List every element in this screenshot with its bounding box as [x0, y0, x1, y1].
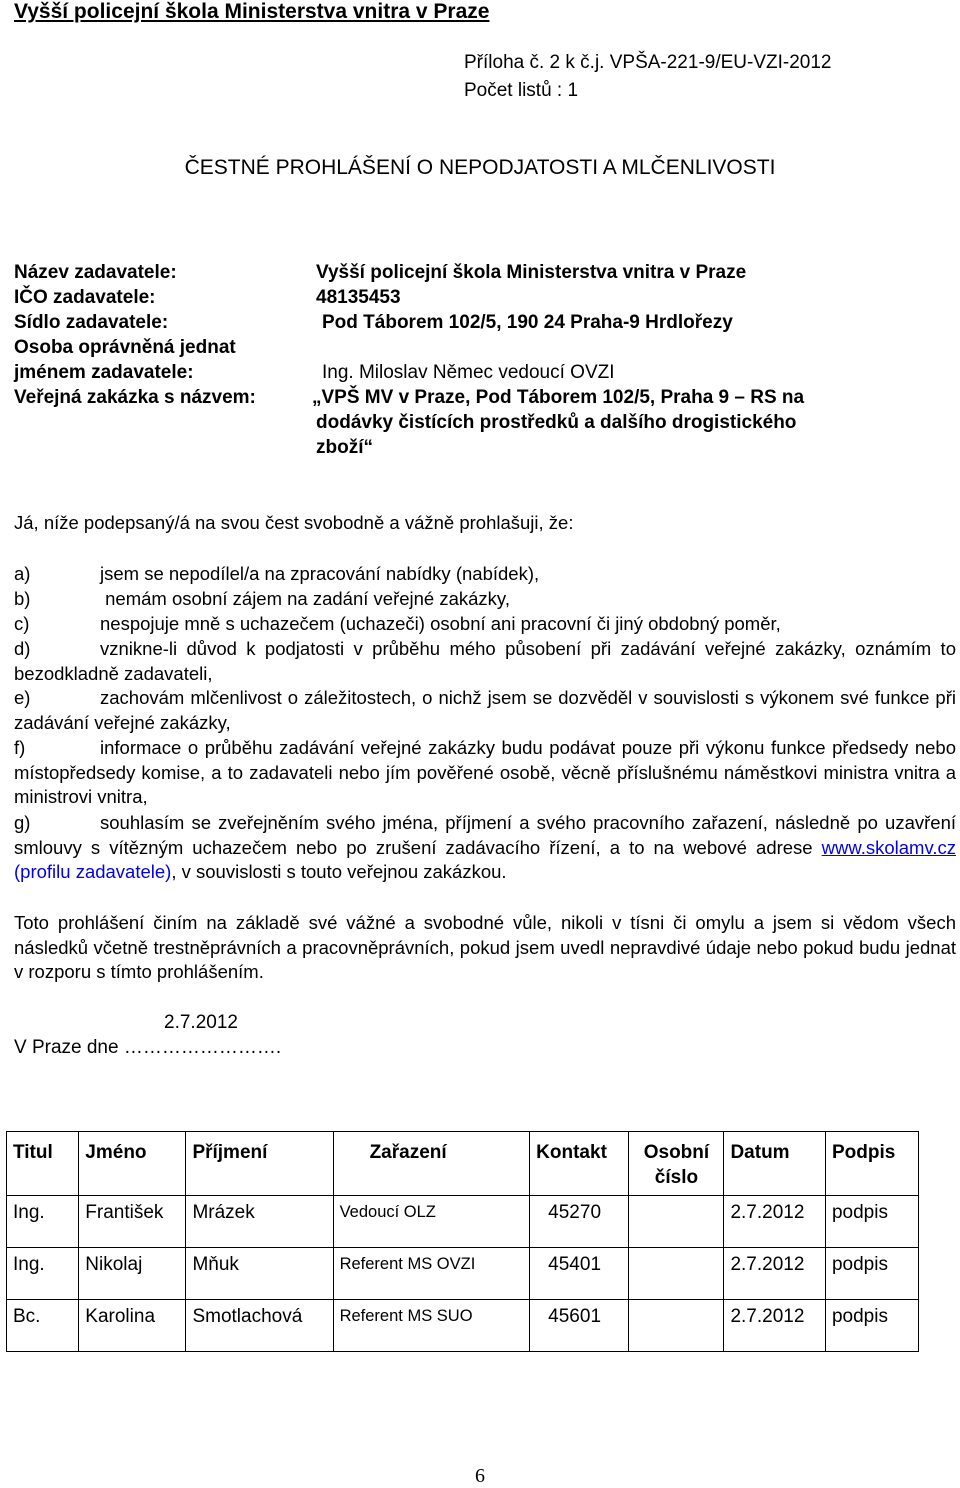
cell-date: 2.7.2012 — [724, 1300, 826, 1352]
cell-personal-number — [629, 1300, 724, 1352]
seat-value: Pod Táborem 102/5, 190 24 Praha-9 Hrdlořezy — [322, 312, 733, 333]
cell-surname: Mňuk — [186, 1248, 333, 1300]
column-header: Datum — [724, 1132, 826, 1196]
item-text: souhlasím se zveřejněním svého jména, příjmení a svého pracovního zařazení, následně po uzavření smlouvy s vítězným uchazečem nebo po zrušení zadávacího řízení, a to na webové adrese — [14, 812, 956, 858]
cell-surname: Mrázek — [186, 1196, 333, 1248]
cell-personal-number — [629, 1248, 724, 1300]
document-title: ČESTNÉ PROHLÁŠENÍ O NEPODJATOSTI A MLČENLIVOSTI — [184, 156, 776, 179]
declaration-item — [14, 637, 956, 686]
item-key: a) — [14, 563, 31, 584]
declaration-item — [14, 587, 956, 612]
declaration-intro: Já, níže podepsaný/á na svou čest svobodně a vážně prohlašuji, že: — [14, 512, 574, 533]
website-link-note: (profilu zadavatele) — [14, 861, 172, 883]
column-header: Příjmení — [186, 1132, 333, 1196]
column-header: Kontakt — [530, 1132, 629, 1196]
cell-signature: podpis — [825, 1248, 918, 1300]
column-header: Titul — [7, 1132, 79, 1196]
cell-position: Referent MS OVZI — [333, 1248, 530, 1300]
column-header: Zařazení — [333, 1132, 530, 1196]
cell-signature: podpis — [825, 1196, 918, 1248]
cell-surname: Smotlachová — [186, 1300, 333, 1352]
item-text: informace o průběhu zadávání veřejné zakázky budu podávat pouze při výkonu funkce předsedy nebo místopředsedy komise, a to zadavateli nebo jím pověřené osobě, věcně příslušnému náměstkovi ministra vnitra a ministrovi vnitra, — [14, 737, 956, 808]
contract-name-line-2: dodávky čistících prostředků a dalšího drogistického — [316, 412, 797, 433]
item-text: nemám osobní zájem na zadání veřejné zakázky, — [100, 588, 510, 609]
place-and-date-line: V Praze dne ……………………. — [14, 1037, 282, 1058]
item-key: e) — [14, 687, 31, 708]
cell-first-name: Karolina — [79, 1300, 186, 1352]
authorized-person-value: Ing. Miloslav Němec vedoucí OVZI — [322, 362, 615, 383]
seat-label: Sídlo zadavatele: — [14, 312, 169, 333]
declaration-item — [14, 686, 956, 735]
item-text: nespojuje mně s uchazečem (uchazeči) osobní ani pracovní či jiný obdobný poměr, — [100, 613, 781, 634]
sheet-count: Počet listů : 1 — [464, 80, 579, 101]
table-header-row — [7, 1132, 919, 1196]
item-text: jsem se nepodílel/a na zpracování nabídky (nabídek), — [100, 563, 540, 584]
item-key: b) — [14, 588, 31, 609]
item-key: c) — [14, 613, 30, 634]
declaration-date: 2.7.2012 — [164, 1012, 238, 1033]
column-header: Osobní číslo — [629, 1132, 724, 1196]
contract-name-line-1: „VPŠ MV v Praze, Pod Táborem 102/5, Praha 9 – RS na — [312, 387, 805, 408]
item-key: f) — [14, 737, 26, 758]
cell-date: 2.7.2012 — [724, 1196, 826, 1248]
signature-table — [6, 1131, 919, 1352]
closing-statement: Toto prohlášení činím na základě své vážné a svobodné vůle, nikoli v tísni či omylu a jsem si vědom všech následků včetně trestněprávních a pracovněprávních, pokud jsem uvedl nepravdivé údaje nebo pokud budu jednat v rozporu s tímto prohlášením. — [14, 912, 956, 983]
page-number: 6 — [475, 1465, 485, 1487]
ico-label: IČO zadavatele: — [14, 287, 156, 308]
cell-personal-number — [629, 1196, 724, 1248]
cell-title: Bc. — [7, 1300, 79, 1352]
table-row — [7, 1300, 919, 1352]
ico-value: 48135453 — [316, 287, 401, 308]
reference-number: Příloha č. 2 k č.j. VPŠA-221-9/EU-VZI-2012 — [464, 52, 832, 73]
declaration-item — [14, 612, 956, 637]
declaration-item — [14, 811, 956, 885]
cell-first-name: František — [79, 1196, 186, 1248]
item-key: g) — [14, 812, 31, 833]
item-text: vznikne-li důvod k podjatosti v průběhu mého působení při zadávání veřejné zakázky, oznámím to bezodkladně zadavateli, — [14, 638, 956, 684]
cell-position: Vedoucí OLZ — [333, 1196, 530, 1248]
contracting-authority-label: Název zadavatele: — [14, 262, 177, 283]
cell-contact: 45270 — [530, 1196, 629, 1248]
cell-date: 2.7.2012 — [724, 1248, 826, 1300]
cell-contact: 45601 — [530, 1300, 629, 1352]
declaration-item — [14, 562, 956, 587]
table-row — [7, 1196, 919, 1248]
column-header: Jméno — [79, 1132, 186, 1196]
contract-name-line-3: zboží“ — [316, 437, 373, 458]
contract-label: Veřejná zakázka s názvem: — [14, 387, 256, 408]
cell-signature: podpis — [825, 1300, 918, 1352]
cell-position: Referent MS SUO — [333, 1300, 530, 1352]
item-key: d) — [14, 638, 31, 659]
institution-header: Vyšší policejní škola Ministerstva vnitra v Praze — [14, 0, 490, 23]
cell-contact: 45401 — [530, 1248, 629, 1300]
cell-title: Ing. — [7, 1248, 79, 1300]
declaration-item — [14, 736, 956, 810]
item-text: zachovám mlčenlivost o záležitostech, o nichž jsem se dozvěděl v souvislosti s výkonem své funkce při zadávání veřejné zakázky, — [14, 687, 956, 733]
cell-title: Ing. — [7, 1196, 79, 1248]
authorized-person-label-1: Osoba oprávněná jednat — [14, 337, 236, 358]
website-link[interactable]: www.skolamv.cz — [821, 836, 956, 858]
item-text-end: , v souvislosti s touto veřejnou zakázkou. — [171, 861, 507, 883]
contracting-authority-value: Vyšší policejní škola Ministerstva vnitra v Praze — [316, 262, 747, 283]
cell-first-name: Nikolaj — [79, 1248, 186, 1300]
table-row — [7, 1248, 919, 1300]
column-header: Podpis — [825, 1132, 918, 1196]
authorized-person-label-2: jménem zadavatele: — [14, 362, 194, 383]
